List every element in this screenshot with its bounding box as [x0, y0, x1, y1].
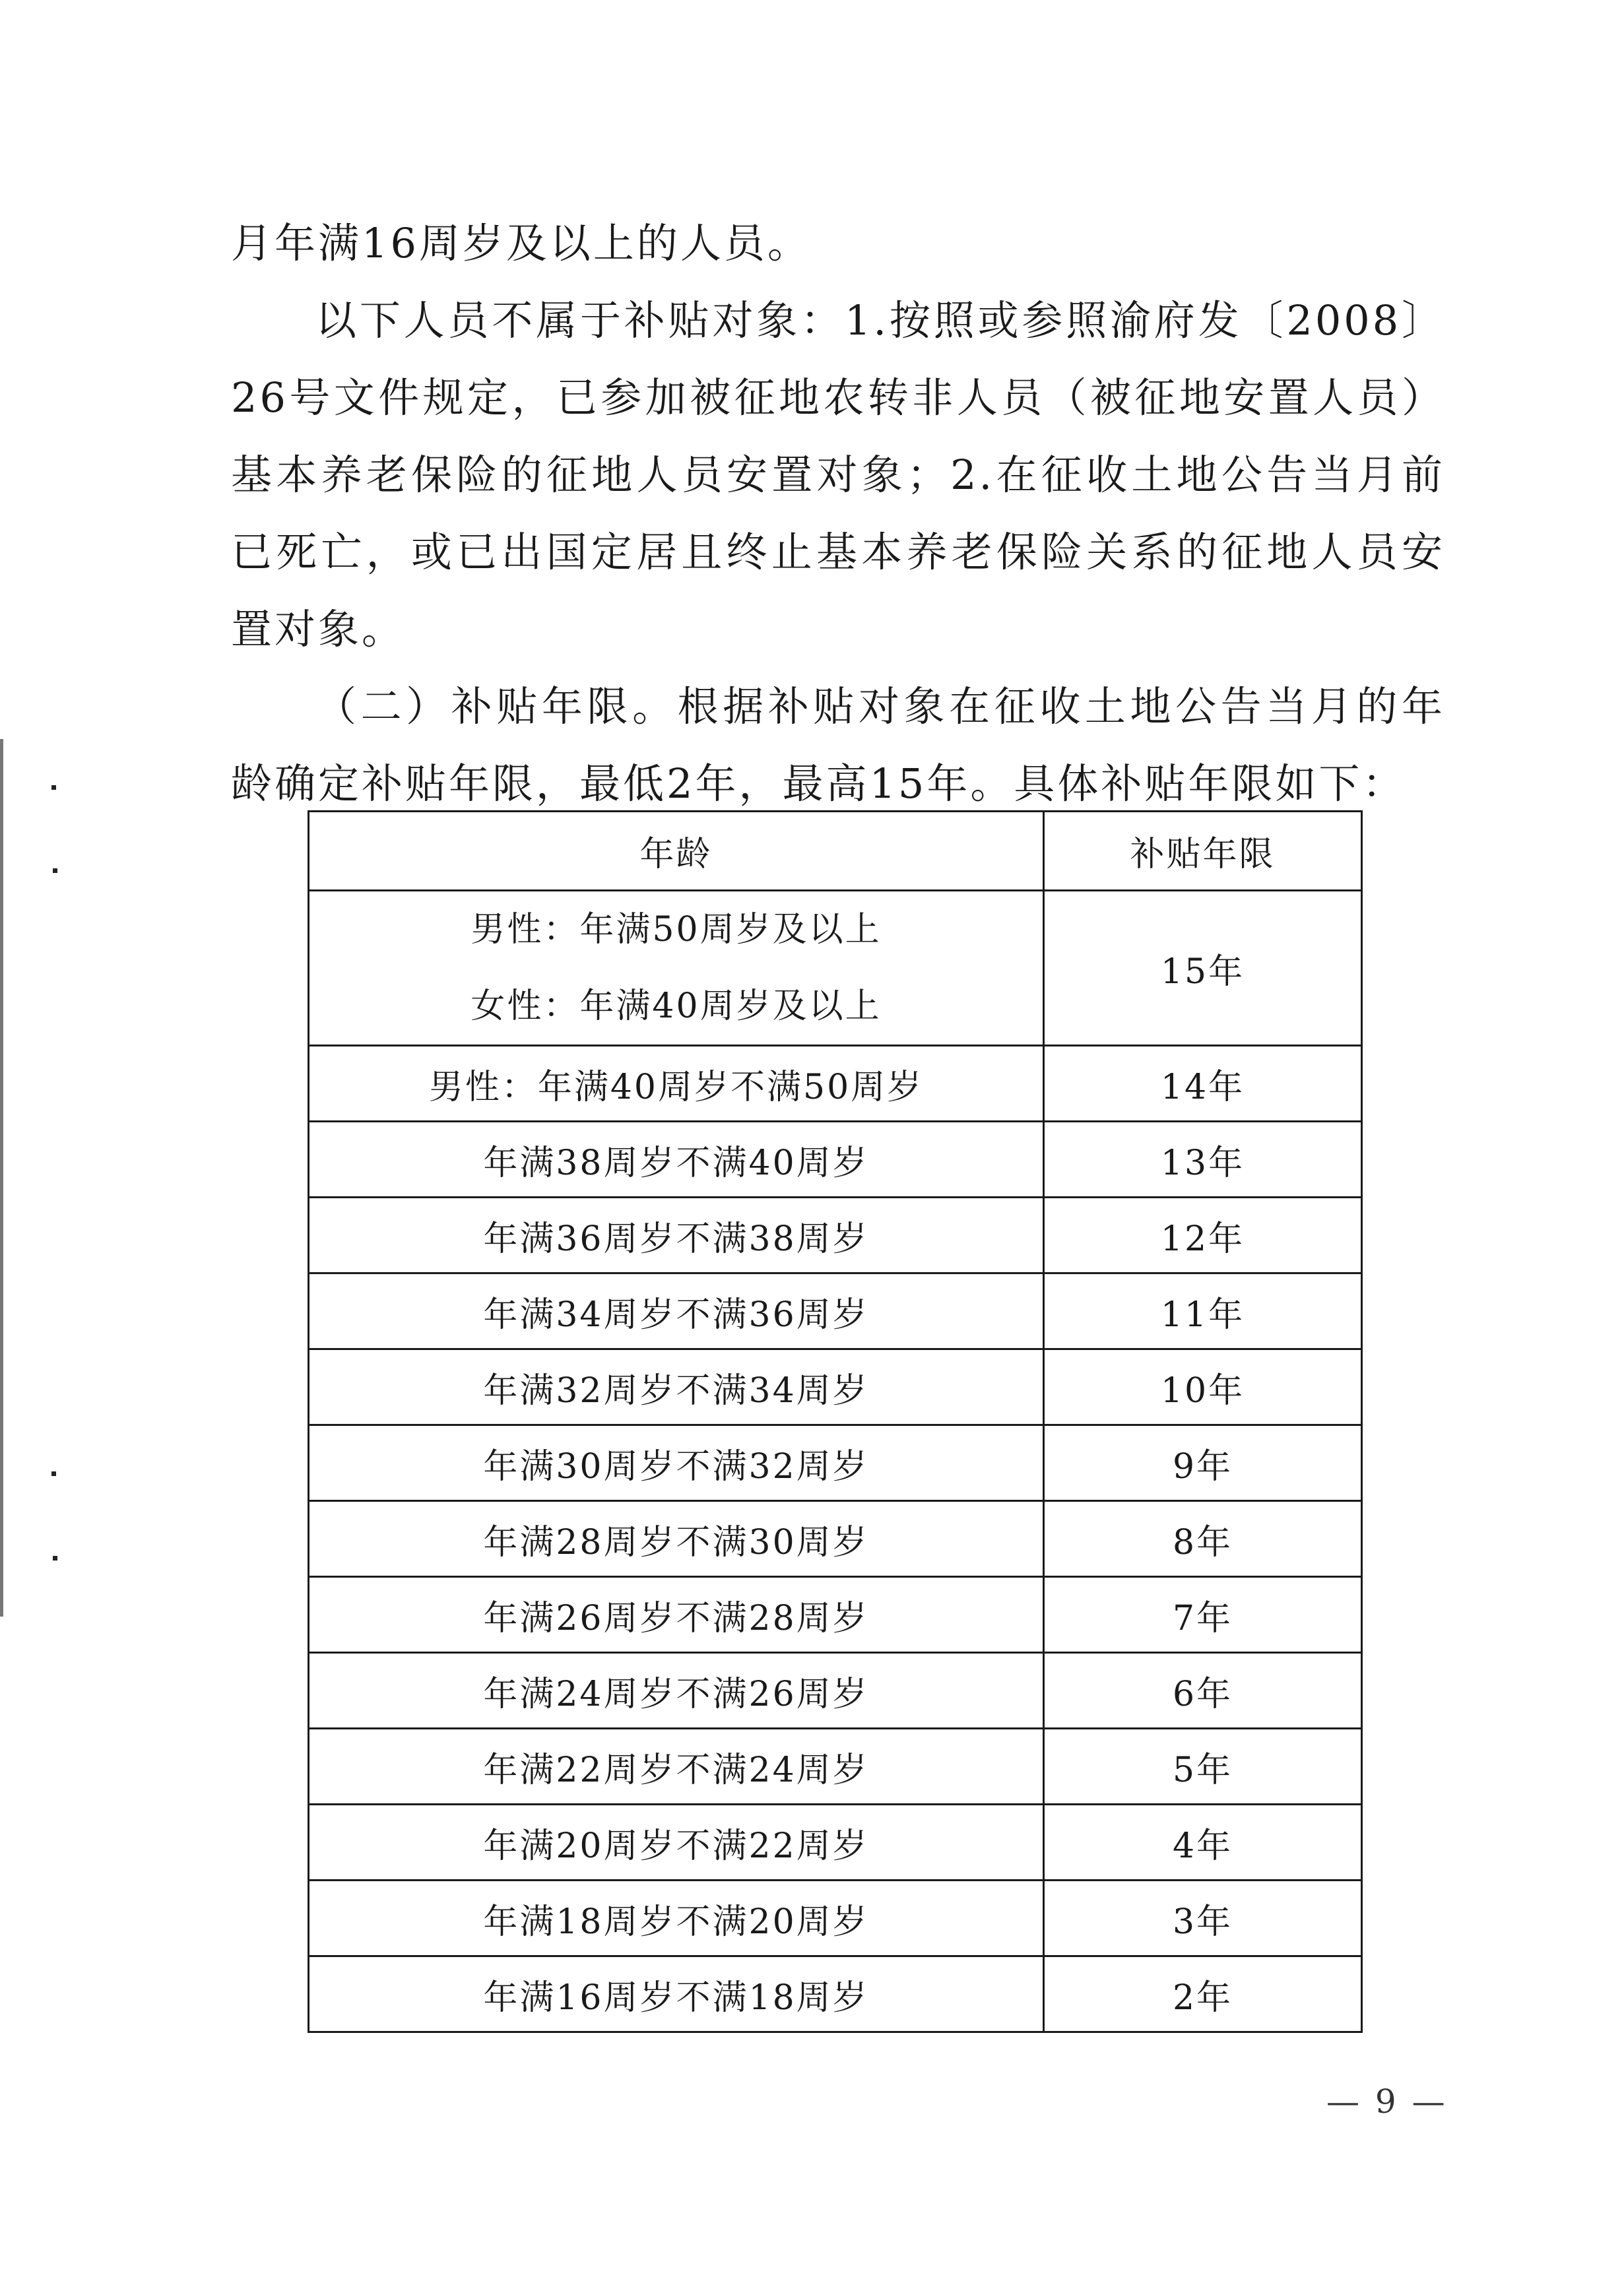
table-row	[309, 1122, 1362, 1198]
table-row	[309, 1425, 1362, 1501]
scan-edge-shadow	[0, 739, 3, 1617]
age-cell: 年满34周岁不满36周岁	[309, 1273, 1044, 1349]
age-line-female: 女性：年满40周岁及以上	[471, 986, 882, 1026]
table-row	[309, 1349, 1362, 1425]
table-row	[309, 1577, 1362, 1653]
age-cell: 年满20周岁不满22周岁	[309, 1805, 1044, 1881]
years-cell: 13年	[1044, 1122, 1362, 1198]
years-cell: 8年	[1044, 1501, 1362, 1577]
table-row	[309, 891, 1362, 1046]
years-cell: 12年	[1044, 1198, 1362, 1273]
table-row	[309, 1046, 1362, 1122]
years-cell: 5年	[1044, 1729, 1362, 1805]
table-row	[309, 1198, 1362, 1273]
page-number: — 9 —	[1326, 2082, 1448, 2121]
years-cell: 9年	[1044, 1425, 1362, 1501]
age-cell: 年满22周岁不满24周岁	[309, 1729, 1044, 1805]
years-cell: 11年	[1044, 1273, 1362, 1349]
paragraph-exclusions: 以下人员不属于补贴对象：1.按照或参照渝府发〔2008〕26号文件规定，已参加被征地农转非人员（被征地安置人员）基本养老保险的征地人员安置对象；2.在征收土地公告当月前已死亡，或已出国定居且终止基本养老保险关系的征地人员安置对象。	[231, 296, 1445, 653]
header-age: 年龄	[309, 812, 1044, 891]
years-cell: 14年	[1044, 1046, 1362, 1122]
age-line-male: 男性：年满50周岁及以上	[471, 910, 882, 949]
scan-speck	[53, 868, 57, 873]
paragraph-subsidy-years: （二）补贴年限。根据补贴对象在征收土地公告当月的年龄确定补贴年限，最低2年，最高15年。具体补贴年限如下：	[231, 682, 1445, 808]
age-cell: 年满28周岁不满30周岁	[309, 1501, 1044, 1577]
years-cell: 6年	[1044, 1653, 1362, 1729]
scan-speck	[53, 1556, 57, 1561]
scan-speck	[51, 1471, 56, 1476]
table-row	[309, 1956, 1362, 2032]
subsidy-years-table-wrapper	[308, 810, 1361, 2033]
table-header-row	[309, 812, 1362, 891]
years-cell: 3年	[1044, 1881, 1362, 1956]
scan-speck	[51, 785, 56, 790]
age-cell: 年满32周岁不满34周岁	[309, 1349, 1044, 1425]
years-cell: 2年	[1044, 1956, 1362, 2032]
paragraph-continuation: 月年满16周岁及以上的人员。	[231, 219, 811, 267]
age-cell: 年满18周岁不满20周岁	[309, 1881, 1044, 1956]
table-row	[309, 1653, 1362, 1729]
table-row	[309, 1273, 1362, 1349]
age-cell: 年满26周岁不满28周岁	[309, 1577, 1044, 1653]
table-row	[309, 1805, 1362, 1881]
age-cell: 男性：年满40周岁不满50周岁	[309, 1046, 1044, 1122]
table-row	[309, 1729, 1362, 1805]
age-cell: 年满38周岁不满40周岁	[309, 1122, 1044, 1198]
years-cell: 4年	[1044, 1805, 1362, 1881]
table-row	[309, 1501, 1362, 1577]
table-row	[309, 1881, 1362, 1956]
age-cell: 年满24周岁不满26周岁	[309, 1653, 1044, 1729]
age-cell	[309, 891, 1044, 1046]
years-cell: 7年	[1044, 1577, 1362, 1653]
age-cell: 年满30周岁不满32周岁	[309, 1425, 1044, 1501]
years-cell: 10年	[1044, 1349, 1362, 1425]
years-cell: 15年	[1044, 891, 1362, 1046]
age-cell: 年满16周岁不满18周岁	[309, 1956, 1044, 2032]
subsidy-years-table	[308, 810, 1363, 2033]
header-subsidy-years: 补贴年限	[1044, 812, 1362, 891]
age-cell: 年满36周岁不满38周岁	[309, 1198, 1044, 1273]
